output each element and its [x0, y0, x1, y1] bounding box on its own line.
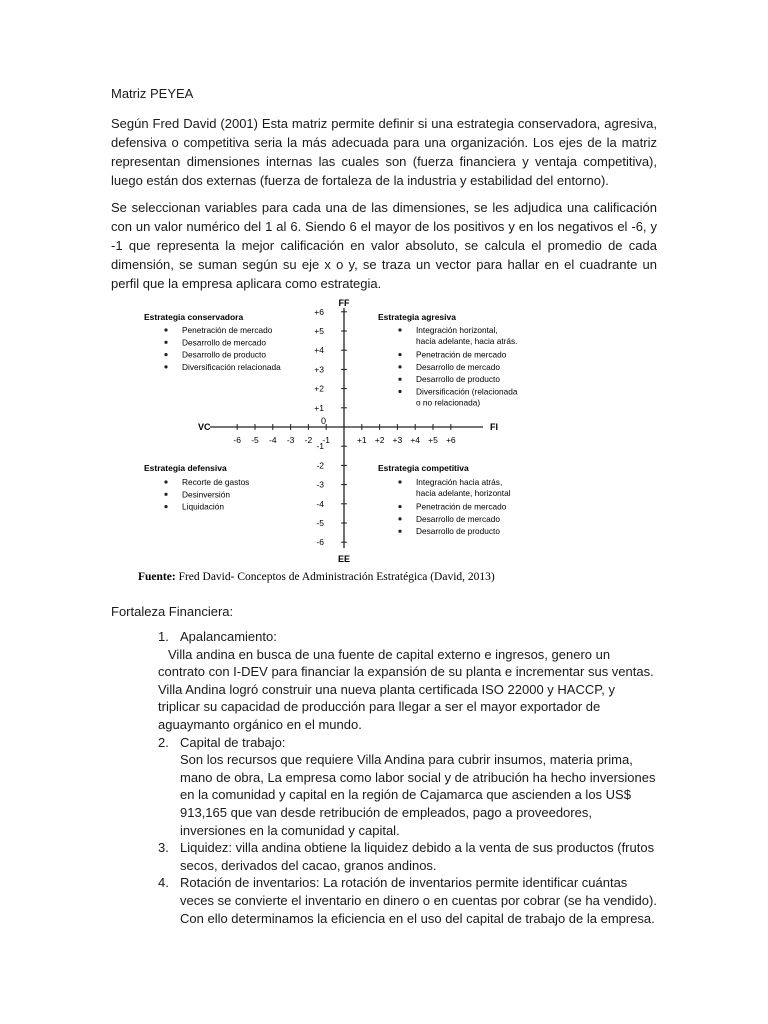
bullet-dot — [398, 353, 401, 356]
quadrant-item: Desarrollo de producto — [416, 526, 500, 537]
y-tick-label: -6 — [316, 537, 324, 548]
bullet-dot — [164, 328, 167, 331]
axis-label-vc: VC — [198, 422, 211, 432]
quadrant-conservadora — [144, 312, 281, 372]
figure-caption: Fuente: Fred David- Conceptos de Administración Estratégica (David, 2013) — [138, 571, 495, 583]
quadrant-item: Desarrollo de mercado — [416, 361, 500, 372]
y-tick-label: +6 — [314, 306, 324, 317]
bullet-dot — [398, 365, 401, 368]
y-tick-label: +5 — [314, 326, 324, 336]
peyea-matrix-figure — [138, 296, 538, 586]
x-tick-label: +6 — [445, 435, 456, 445]
quadrant-item: Liquidación — [182, 501, 224, 512]
y-tick-label: +3 — [314, 364, 324, 375]
quadrant-competitiva — [378, 463, 511, 536]
bullet-dot — [164, 480, 167, 483]
axis-label-fi: FI — [490, 422, 498, 432]
y-positive-ticks — [314, 307, 347, 413]
quadrant-item: Penetración de mercado — [416, 349, 507, 360]
y-tick-label: +2 — [314, 383, 324, 394]
quadrant-items — [398, 325, 517, 408]
x-tick-label: -6 — [233, 435, 241, 445]
list-heading: Capital de trabajo: — [180, 734, 286, 750]
y-tick-label: -1 — [316, 441, 324, 452]
bullet-dot — [164, 341, 167, 344]
list-number: 4. — [158, 875, 169, 891]
bullet-dot — [398, 390, 401, 393]
bullet-dot — [398, 505, 401, 508]
quadrant-item: Desarrollo de mercado — [182, 337, 266, 348]
x-tick-label: -4 — [269, 435, 277, 445]
y-tick-label: -4 — [316, 498, 324, 509]
quadrant-item: Desarrollo de producto — [416, 374, 500, 385]
quadrant-items — [164, 325, 281, 372]
quadrant-item: Integración horizontal, hacia adelante, hacia atrás. — [416, 325, 518, 346]
method-paragraph: Se seleccionan variables para cada una de las dimensiones, se les adjudica una calificación con un valor numérico del 1 al 6. Siendo 6 el mayor de los positivos y en los negativos el -6, y -1 que representa la mejor calificación en valor absoluto, se calcula el promedio de cada dimensión, se suman según su eje x o y, se traza un vector para hallar en el cuadrante un perfil que la empresa aplicara como estrategia. — [111, 200, 657, 291]
y-tick-label: -3 — [316, 479, 324, 490]
quadrant-item: Desarrollo de producto — [182, 349, 266, 360]
quadrant-item: Recorte de gastos — [182, 477, 250, 487]
quadrant-title: Estrategia agresiva — [378, 312, 456, 322]
x-tick-label: -5 — [251, 435, 259, 445]
quadrant-title: Estrategia conservadora — [144, 312, 244, 322]
y-tick-label: -5 — [316, 518, 324, 528]
quadrant-items — [398, 477, 510, 536]
list-item-rotacion — [158, 874, 658, 927]
list-text: Villa andina en busca de una fuente de capital externo e ingresos, genero un contrato con I-DEV para financiar la expansión de su planta e incrementar sus ventas. Villa Andina logró construir una nueva planta certificada ISO 22000 y HACCP, y triplicar su capacidad de producción para llegar a ser el mayor exportador de aguaymanto orgánico en el mundo. — [158, 646, 654, 732]
section-title: Fortaleza Financiera: — [111, 604, 234, 619]
x-tick-label: -3 — [286, 435, 295, 445]
y-tick-label: -2 — [316, 460, 324, 471]
quadrant-title: Estrategia defensiva — [144, 463, 227, 473]
x-tick-label: +3 — [392, 435, 403, 445]
x-tick-label: -1 — [322, 435, 330, 445]
financial-strength-list — [158, 628, 658, 927]
x-tick-label: +2 — [374, 435, 385, 445]
x-tick-label: +1 — [356, 435, 367, 445]
bullet-dot — [398, 530, 401, 533]
bullet-dot — [398, 378, 401, 381]
list-item-liquidez — [158, 839, 658, 874]
quadrant-item: Diversificación relacionada — [182, 361, 281, 372]
quadrant-item: Diversificación (relacionada o no relacionada) — [416, 386, 518, 408]
axis-label-ee: EE — [337, 554, 351, 564]
list-number: 2. — [158, 734, 169, 750]
quadrant-defensiva — [144, 463, 249, 512]
y-tick-label: +1 — [314, 402, 324, 413]
list-text: Son los recursos que requiere Villa Andina para cubrir insumos, materia prima, mano de obra, La empresa como labor social y de atribución ha hecho inversiones en la comunidad y capital en la región de Cajamarca que ascienden a los US$ 913,165 que van desde retribución de empleados, pago a proveedores, inversiones en la comunidad y capital. — [180, 752, 656, 838]
list-number: 1. — [158, 629, 169, 644]
quadrant-items — [164, 477, 249, 512]
y-negative-ticks — [316, 441, 347, 547]
bullet-dot — [164, 493, 167, 496]
x-tick-label: -2 — [304, 435, 313, 445]
axis-label-ff: FF — [338, 298, 350, 308]
quadrant-item: Desarrollo de mercado — [416, 513, 500, 524]
list-text: Liquidez: villa andina obtiene la liquidez debido a la venta de sus productos (frutos secos, derivados del cacao, granos andinos. — [180, 840, 655, 873]
list-heading: Apalancamiento: — [180, 629, 277, 644]
quadrant-item: Penetración de mercado — [182, 325, 273, 335]
quadrant-item: Desinversión — [182, 489, 230, 500]
origin-label: 0 — [321, 416, 327, 426]
intro-paragraph: Según Fred David (2001) Esta matriz permite definir si una estrategia conservadora, agresiva, defensiva o competitiva seria la más adecuada para una organización. Los ejes de la matriz representan dimensiones internas las cuales son (fuerza financiera y ventaja competitiva), luego están dos externas (fuerza de fortaleza de la industria y estabilidad del entorno). — [111, 116, 657, 188]
list-item-apalancamiento — [158, 628, 658, 734]
bullet-dot — [164, 505, 167, 508]
x-tick-label: +5 — [428, 435, 438, 445]
list-number: 3. — [158, 840, 169, 856]
document-title: Matriz PEYEA — [111, 86, 194, 101]
bullet-dot — [164, 365, 167, 368]
bullet-dot — [398, 328, 401, 331]
bullet-dot — [398, 517, 401, 520]
quadrant-title: Estrategia competitiva — [378, 463, 469, 473]
quadrant-item: Integración hacia atrás, hacia adelante, horizontal — [416, 477, 511, 498]
peyea-matrix-diagram — [138, 296, 538, 586]
y-tick-label: +4 — [314, 345, 324, 356]
list-text: Rotación de inventarios: La rotación de inventarios permite identificar cuántas veces se convierte el inventario en dinero o en cuentas por cobrar (se ha vendido). Con ello determinamos la eficiencia en el uso del capital de trabajo de la empresa. — [180, 875, 657, 926]
bullet-dot — [398, 480, 401, 483]
bullet-dot — [164, 353, 167, 356]
quadrant-item: Penetración de mercado — [416, 501, 507, 512]
x-tick-label: +4 — [410, 435, 421, 445]
quadrant-agresiva — [378, 312, 518, 408]
list-item-capital-trabajo — [158, 734, 658, 840]
